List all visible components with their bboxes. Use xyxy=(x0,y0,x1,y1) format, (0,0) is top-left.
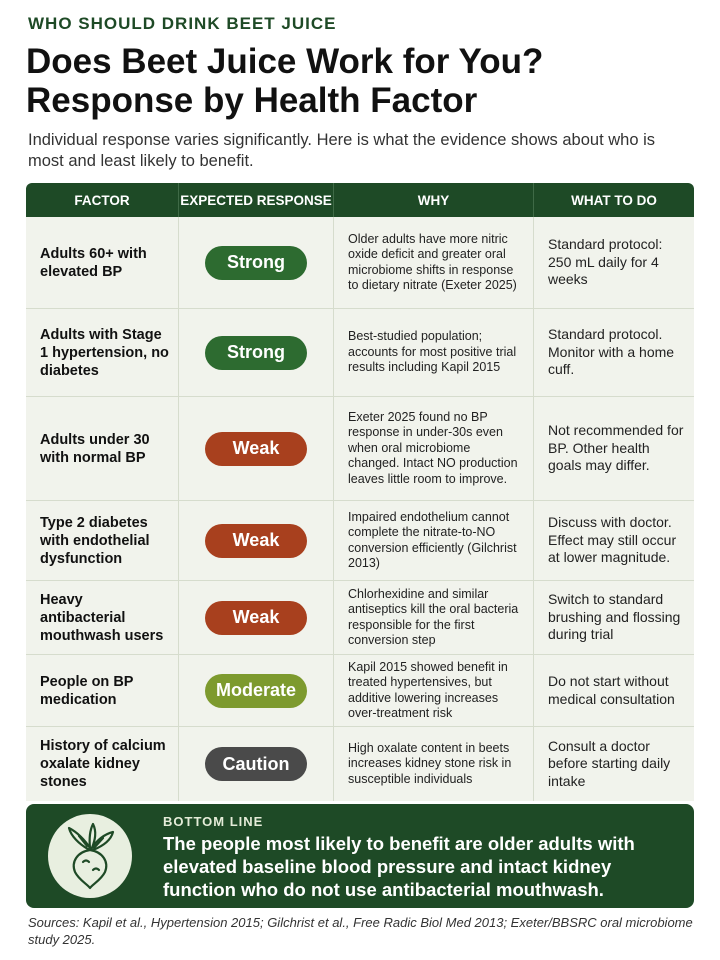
response-table xyxy=(26,183,694,801)
todo-cell: Discuss with doctor. Effect may still occur at lower magnitude. xyxy=(533,501,694,580)
intro-text: Individual response varies significantly. Here is what the evidence shows about who is most and least likely to benefit. xyxy=(28,131,656,170)
sources-footnote: Sources: Kapil et al., Hypertension 2015; Gilchrist et al., Free Radic Biol Med 2013; Exeter/BBSRC oral microbiome study 2025. xyxy=(28,915,693,947)
table-header xyxy=(26,183,694,217)
table-row xyxy=(26,581,694,655)
why-cell: Chlorhexidine and similar antiseptics kill the oral bacteria responsible for the first conversion step xyxy=(333,581,533,654)
why-cell: Older adults have more nitric oxide deficit and greater oral microbiome shifts in response to dietary nitrate (Exeter 2025) xyxy=(333,217,533,308)
response-badge-caution: Caution xyxy=(205,747,307,781)
factor-cell: People on BP medication xyxy=(40,673,134,708)
beet-icon-badge xyxy=(48,814,132,898)
title-line-2: Response by Health Factor xyxy=(26,81,478,120)
table-row xyxy=(26,397,694,501)
header-factor: FACTOR xyxy=(74,192,130,208)
table-row xyxy=(26,655,694,727)
factor-cell: Adults 60+ with elevated BP xyxy=(40,245,147,280)
bottom-line-panel xyxy=(26,804,694,908)
response-badge-weak: Weak xyxy=(205,432,307,466)
response-cell xyxy=(178,217,333,308)
response-cell xyxy=(178,655,333,726)
response-cell xyxy=(178,397,333,500)
response-cell xyxy=(178,309,333,396)
factor-cell: Type 2 diabetes with endothelial dysfunction xyxy=(40,514,150,567)
response-badge-weak: Weak xyxy=(205,601,307,635)
header-what-to-do: WHAT TO DO xyxy=(533,183,694,217)
why-cell: High oxalate content in beets increases kidney stone risk in susceptible individuals xyxy=(333,727,533,801)
response-cell xyxy=(178,581,333,654)
header-why: WHY xyxy=(333,183,533,217)
table-row xyxy=(26,727,694,801)
factor-cell: Adults with Stage 1 hypertension, no diabetes xyxy=(40,326,169,379)
todo-cell: Do not start without medical consultation xyxy=(533,655,694,726)
todo-cell: Switch to standard brushing and flossing during trial xyxy=(533,581,694,654)
why-cell: Impaired endothelium cannot complete the nitrate-to-NO conversion efficiently (Gilchrist 2013) xyxy=(333,501,533,580)
factor-cell: Adults under 30 with normal BP xyxy=(40,431,150,466)
todo-cell: Standard protocol. Monitor with a home cuff. xyxy=(533,309,694,396)
todo-cell: Not recommended for BP. Other health goals may differ. xyxy=(533,397,694,500)
why-cell: Kapil 2015 showed benefit in treated hypertensives, but additive lowering increases over-treatment risk xyxy=(333,655,533,726)
why-cell: Exeter 2025 found no BP response in under-30s even when oral microbiome changed. Intact NO production leaves little room to improve. xyxy=(333,397,533,500)
kicker-label: WHO SHOULD DRINK BEET JUICE xyxy=(28,14,337,33)
response-badge-strong: Strong xyxy=(205,336,307,370)
page-title xyxy=(26,42,696,120)
table-row xyxy=(26,309,694,397)
title-line-1: Does Beet Juice Work for You? xyxy=(26,42,544,81)
response-badge-moderate: Moderate xyxy=(205,674,307,708)
todo-cell: Consult a doctor before starting daily intake xyxy=(533,727,694,801)
beet-icon xyxy=(59,822,121,890)
response-badge-weak: Weak xyxy=(205,524,307,558)
todo-cell: Standard protocol: 250 mL daily for 4 weeks xyxy=(533,217,694,308)
factor-cell: History of calcium oxalate kidney stones xyxy=(40,738,166,790)
header-expected-response: EXPECTED RESPONSE xyxy=(178,183,333,217)
why-cell: Best-studied population; accounts for most positive trial results including Kapil 2015 xyxy=(333,309,533,396)
bottom-line-label: BOTTOM LINE xyxy=(163,814,264,829)
table-row xyxy=(26,217,694,309)
response-cell xyxy=(178,727,333,801)
bottom-line-text: The people most likely to benefit are older adults with elevated baseline blood pressure and intact kidney function who do not use antibacterial mouthwash. xyxy=(163,833,635,900)
table-row xyxy=(26,501,694,581)
factor-cell: Heavy antibacterial mouthwash users xyxy=(40,591,164,644)
response-badge-strong: Strong xyxy=(205,246,307,280)
response-cell xyxy=(178,501,333,580)
